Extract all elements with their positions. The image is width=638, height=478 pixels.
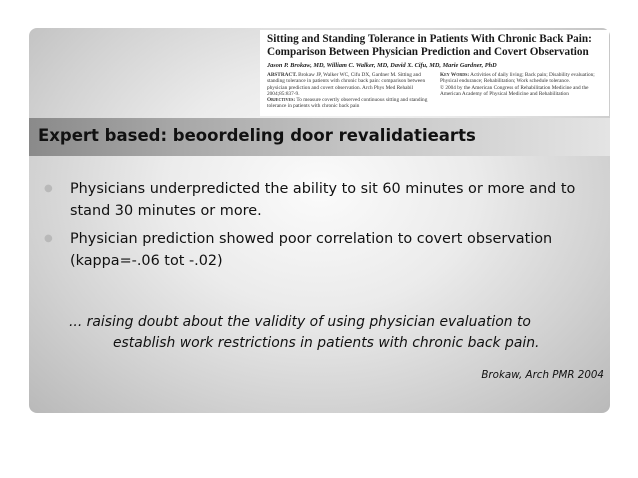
bullet-item — [44, 178, 594, 222]
paper-excerpt-image — [260, 30, 609, 116]
abstract-text: Brokaw JP, Walker WC, Cifu DX, Gardner M. Sitting and standing tolerance in patients with chronic back pain: comparison between physician prediction and covert observation. Arch Phys Med Rehabil 2004;85:837-9. — [267, 72, 426, 97]
abstract-label: ABSTRACT. — [267, 72, 297, 78]
citation: Brokaw, Arch PMR 2004 — [481, 369, 604, 381]
bullet-text: Physician prediction showed poor correlation to covert observation (kappa=-.06 tot -.02) — [70, 231, 553, 269]
keywords-text: Activities of daily living; Back pain; Disability evaluation; Physical endurance; Rehabilitation; Work schedule tolerance. — [440, 72, 595, 85]
slide-title: Expert based: beoordeling door revalidatiearts — [38, 126, 476, 145]
paper-columns — [267, 72, 603, 110]
objectives-text: To measure covertly observed continuous sitting and standing tolerance in patients with chronic back pain — [267, 97, 428, 110]
paper-left-column — [267, 72, 430, 110]
bullet-list — [44, 178, 594, 278]
bullet-text: Physicians underpredicted the ability to sit 60 minutes or more and to stand 30 minutes or more. — [70, 181, 576, 219]
keywords-label: Key Words: — [440, 72, 470, 78]
objectives-label: Objectives: — [267, 97, 296, 104]
quote-line-2: establish work restrictions in patients with chronic back pain. — [113, 335, 540, 351]
paper-authors: Jason P. Brokaw, MD, William C. Walker, MD, David X. Cifu, MD, Marie Gardner, PhD — [267, 62, 497, 69]
paper-right-column — [440, 72, 603, 110]
copyright-text: © 2004 by the American Congress of Rehabilitation Medicine and the American Academy of Physical Medicine and Rehabilitation — [440, 84, 589, 97]
bullet-dot-icon: ● — [44, 183, 53, 194]
bullet-dot-icon: ● — [44, 233, 53, 244]
paper-title: Sitting and Standing Tolerance in Patients With Chronic Back Pain: Comparison Between Physician Prediction and Covert Observation — [267, 33, 592, 58]
bullet-item — [44, 228, 594, 272]
quote-line-1: ... raising doubt about the validity of using physician evaluation to — [69, 314, 531, 330]
quote-block — [69, 312, 609, 354]
